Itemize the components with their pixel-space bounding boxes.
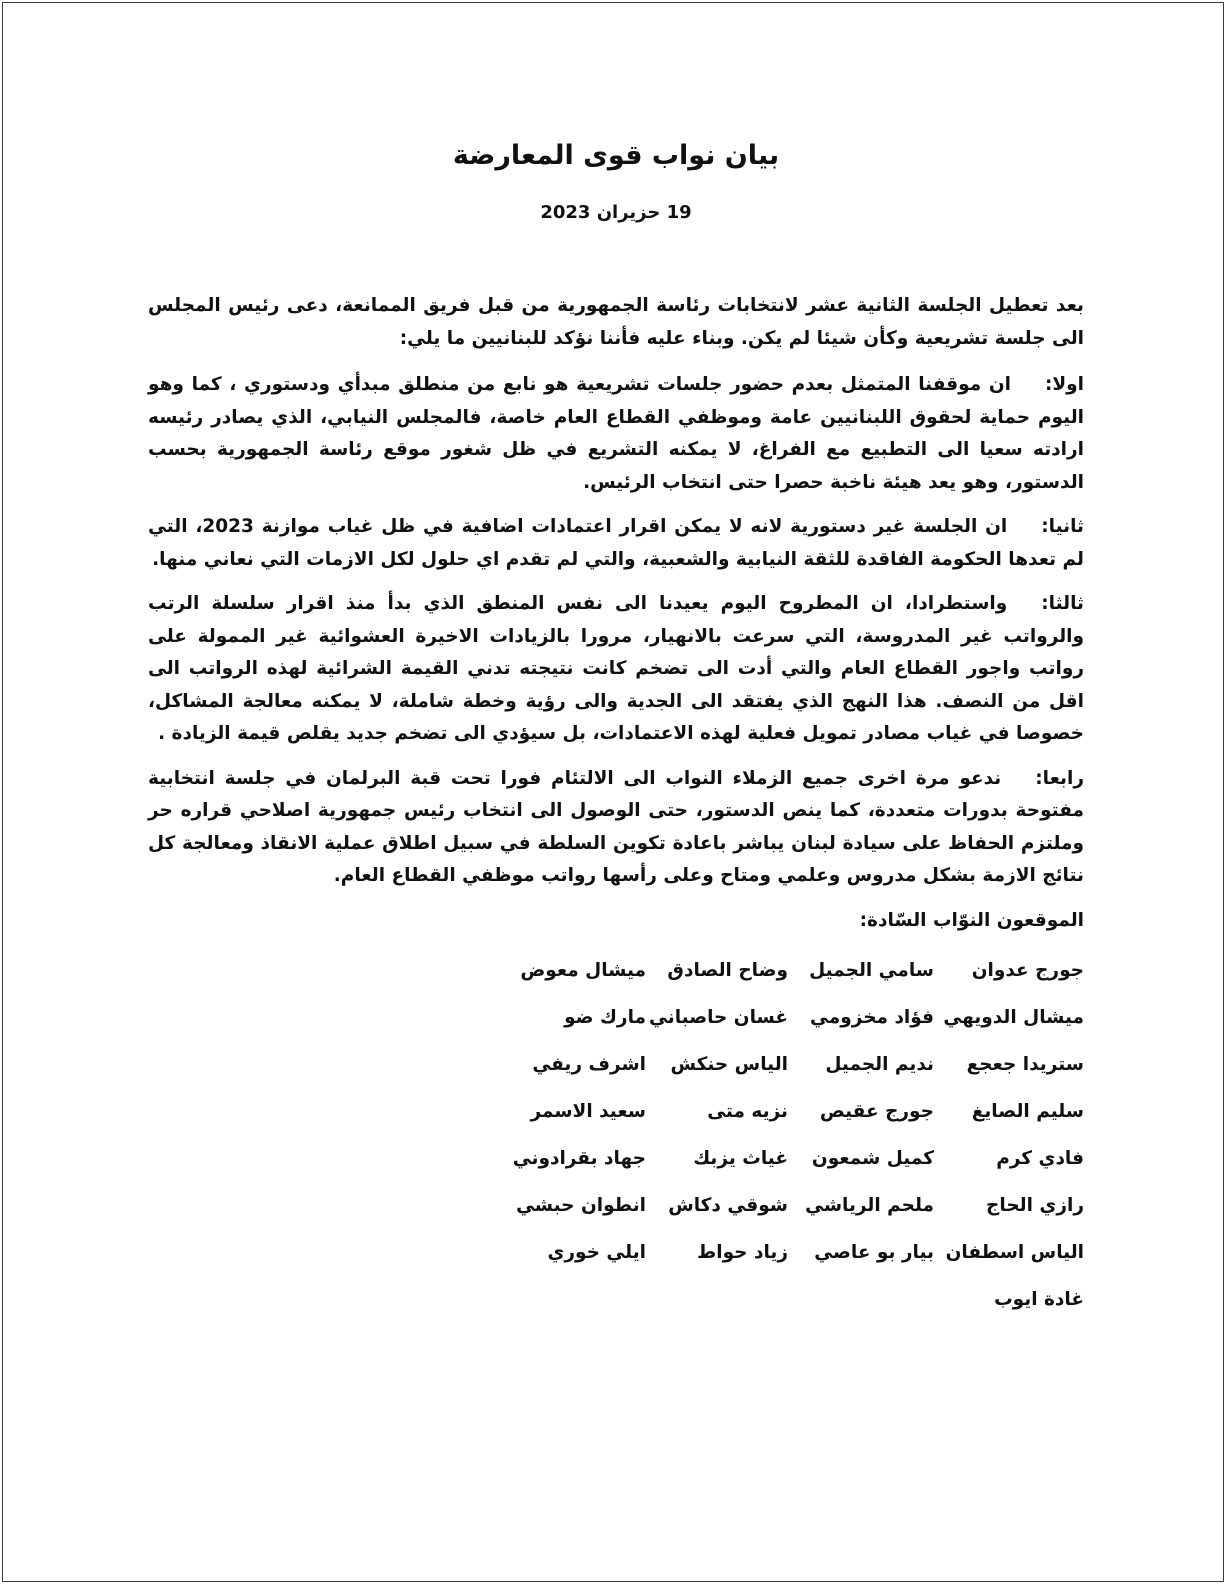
signatory-name: ميشال معوض <box>520 960 646 981</box>
signatory-name: انطوان حبشي <box>516 1195 646 1216</box>
document-title: بيان نواب قوى المعارضة <box>452 140 780 171</box>
signatory-name: كميل شمعون <box>811 1148 934 1169</box>
point-4-label: رابعا: <box>1035 767 1084 789</box>
signatory-name: غسان حاصباني <box>649 1007 788 1028</box>
signatories-heading: الموقعون النوّاب السّادة: <box>859 909 1084 931</box>
point-1-paragraph <box>148 369 1084 499</box>
signatory-name: غادة ايوب <box>994 1289 1084 1310</box>
point-2-text: ان الجلسة غير دستورية لانه لا يمكن اقرار اعتمادات اضافية في ظل غياب موازنة 2023، التي لم تعدها الحكومة الفاقدة للثقة النيابية والشعبية، والتي لم تقدم اي حلول لكل الازمات التي نعاني منها. <box>148 516 1084 570</box>
signatories-list <box>148 947 1084 1323</box>
point-2-paragraph <box>148 511 1084 576</box>
signatory-name: نديم الجميل <box>825 1054 934 1075</box>
point-2-label: ثانيا: <box>1041 516 1084 537</box>
document-date: 19 حزيران 2023 <box>540 202 692 223</box>
signatory-name: ايلي خوري <box>547 1242 646 1263</box>
signatory-name: مارك ضو <box>564 1007 646 1028</box>
signatory-name: جورج عدوان <box>971 960 1084 981</box>
signatory-name: سليم الصايغ <box>971 1101 1084 1122</box>
signatory-name: شوقي دكاش <box>668 1195 788 1216</box>
signatory-name: ستريدا جعجع <box>966 1054 1084 1075</box>
signatory-name: رازي الحاج <box>986 1195 1084 1216</box>
point-4-paragraph <box>148 763 1084 893</box>
point-4-text: ندعو مرة اخرى جميع الزملاء النواب الى الالتئام فورا تحت قبة البرلمان في جلسة انتخابية مفتوحة بدورات متعددة، كما ينص الدستور، حتى الوصول الى انتخاب رئيس جمهورية اصلاحي قراره حر وملتزم الحفاظ على سيادة لبنان يباشر باعادة تكوين السلطة في سبيل اطلاق عملية الانقاذ ومعالجة كل نتائج الازمة بشكل مدروس وعلمي ومتاح وعلى رأسها رواتب موظفي القطاع العام. <box>148 767 1084 886</box>
signatory-name: زياد حواط <box>697 1242 788 1263</box>
intro-paragraph: بعد تعطيل الجلسة الثانية عشر لانتخابات رئاسة الجمهورية من قبل فريق الممانعة، دعى رئيس المجلس الى جلسة تشريعية وكأن شيئا لم يكن. وبناء عليه فأننا نؤكد للبنانيين ما يلي: <box>148 295 1084 349</box>
signatory-name: ميشال الدويهي <box>943 1007 1084 1028</box>
signatory-name: فادي كرم <box>996 1148 1084 1169</box>
signatory-name: وضاح الصادق <box>667 960 788 981</box>
signatory-name: نزيه متى <box>707 1101 788 1122</box>
point-3-text: واستطرادا، ان المطروح اليوم يعيدنا الى نفس المنطق الذي بدأ منذ اقرار سلسلة الرتب والرواتب غير المدروسة، التي سرعت بالانهيار، مرورا بالزيادات الاخيرة العشوائية غير الممولة على رواتب واجور القطاع العام والتي أدت الى تضخم كانت نتيجته تدني القيمة الشرائية لهذه الرواتب الى اقل من النصف. هذا النهج الذي يفتقد الى الجدية والى رؤية وخطة شاملة، لا يمكنه معالجة المشاكل، خصوصا في غياب مصادر تمويل فعلية لهذه الاعتمادات، بل سيؤدي الى تضخم جديد يقلص قيمة الزيادة . <box>148 593 1084 744</box>
signatory-name: جورج عقيص <box>819 1101 934 1122</box>
point-1-label: اولا: <box>1044 374 1084 395</box>
signatory-name: اشرف ريفي <box>532 1054 646 1075</box>
signatory-name: سعيد الاسمر <box>530 1101 646 1122</box>
document-body <box>148 290 1084 1323</box>
signatory-name: الياس حنكش <box>670 1054 788 1075</box>
signatory-name: فؤاد مخزومي <box>810 1007 934 1028</box>
point-3-paragraph <box>148 588 1084 751</box>
point-3-label: ثالثا: <box>1041 593 1084 614</box>
signatory-name: غياث يزبك <box>693 1148 788 1169</box>
signatory-name: الياس اسطفان <box>945 1242 1084 1263</box>
signatory-name: سامي الجميل <box>809 960 934 981</box>
point-1-text: ان موقفنا المتمثل بعدم حضور جلسات تشريعية هو نابع من منطلق مبدأي ودستوري ، كما وهو اليوم حماية لحقوق اللبنانيين عامة وموظفي القطاع العام خاصة، فالمجلس النيابي، الذي يصادر رئيسه ارادته سعيا الى التطبيع مع الفراغ، لا يمكنه التشريع في ظل شغور موقع رئاسة الجمهورية بحسب الدستور، وهو يعد هيئة ناخبة حصرا حتى انتخاب الرئيس. <box>148 374 1084 493</box>
signatory-name: بيار بو عاصي <box>814 1242 934 1263</box>
signatory-name: جهاد بقرادوني <box>512 1148 646 1169</box>
signatory-name: ملحم الرياشي <box>805 1195 934 1216</box>
